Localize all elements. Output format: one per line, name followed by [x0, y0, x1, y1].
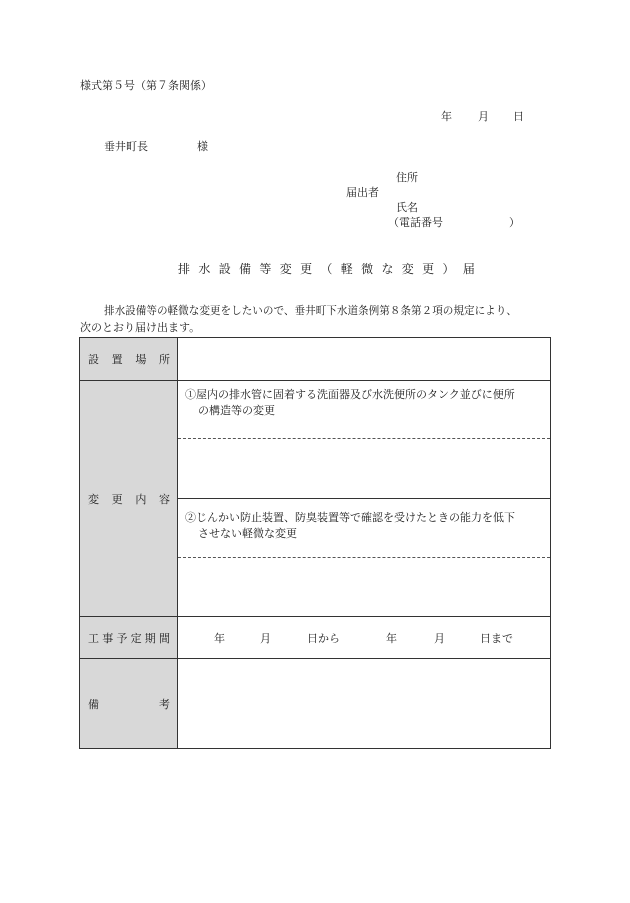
remarks-row	[80, 659, 551, 749]
period-label	[80, 617, 177, 658]
period-month-end: 月	[434, 631, 445, 645]
title-char: ）	[442, 262, 455, 276]
title-char: 水	[198, 262, 211, 276]
remarks-label	[80, 659, 177, 748]
remarks-input-cell[interactable]	[178, 659, 551, 749]
intro-line-2: 次のとおり届け出ます。	[80, 321, 201, 334]
change-row	[80, 381, 551, 617]
change-label	[80, 381, 177, 616]
period-year-end: 年	[386, 631, 397, 645]
date-month-label: 月	[478, 110, 489, 123]
date-year-label: 年	[441, 110, 452, 123]
remarks-label-cell	[80, 659, 178, 749]
item1-text-section	[178, 381, 550, 439]
item1-line-2: の構造等の変更	[198, 404, 275, 417]
item2-line-2: させない軽微な変更	[198, 527, 297, 540]
location-row	[80, 338, 551, 381]
notifier-label: 届出者	[346, 186, 379, 199]
date-day-label: 日	[513, 110, 524, 123]
item2-text-section	[178, 499, 550, 558]
name-label: 氏名	[396, 201, 418, 214]
label-char: 更	[111, 492, 123, 506]
location-label-cell	[80, 338, 178, 381]
label-char: 考	[159, 697, 170, 711]
period-label-cell	[80, 617, 178, 659]
location-label	[80, 338, 177, 380]
title-char: 変	[279, 262, 292, 276]
intro-line-1: 排水設備等の軽微な変更をしたいので、垂井町下水道条例第８条第２項の規定により、	[104, 305, 517, 317]
title-char: 軽	[340, 262, 353, 276]
label-char: 間	[158, 631, 170, 645]
title-char: 排	[178, 262, 191, 276]
address-label: 住所	[396, 171, 418, 184]
item2-line-1: ②じんかい防止装置、防臭装置等で確認を受けたときの能力を低下	[185, 511, 515, 524]
label-char: 所	[158, 353, 170, 366]
label-char: 期	[144, 631, 156, 645]
label-char: 工	[88, 631, 99, 645]
period-month-start: 月	[260, 631, 271, 645]
document-title	[178, 263, 475, 275]
phone-label: （電話番号	[388, 216, 443, 229]
label-char: 場	[135, 353, 147, 366]
change-label-cell	[80, 381, 178, 617]
title-char: 備	[239, 262, 252, 276]
form-number: 様式第５号（第７条関係）	[80, 79, 212, 92]
label-char: 定	[130, 631, 142, 645]
item1-text	[178, 381, 550, 419]
addressee: 垂井町長	[104, 140, 148, 153]
label-char: 置	[111, 353, 123, 366]
item2-text	[178, 499, 550, 542]
title-char: 微	[361, 262, 374, 276]
period-row	[80, 617, 551, 659]
label-char: 容	[158, 492, 170, 506]
period-fields	[178, 617, 550, 658]
item2-entry-area[interactable]	[178, 558, 550, 616]
period-day-from: 日から	[307, 631, 340, 645]
period-year-start: 年	[214, 631, 225, 645]
label-char: 予	[116, 631, 128, 645]
title-char: 変	[401, 262, 414, 276]
title-char: 届	[462, 262, 475, 276]
title-char: 更	[422, 262, 435, 276]
title-char: 等	[259, 262, 272, 276]
label-char: 内	[135, 492, 147, 506]
label-char: 設	[88, 353, 99, 366]
label-char: 変	[88, 492, 99, 506]
change-content-cell	[178, 381, 551, 617]
location-input-cell[interactable]	[178, 338, 551, 381]
addressee-suffix: 様	[197, 140, 208, 153]
item1-line-1: ①屋内の排水管に固着する洗面器及び水洗便所のタンク並びに便所	[185, 388, 515, 401]
title-char: な	[381, 262, 394, 276]
title-char: 設	[218, 262, 231, 276]
label-char: 事	[102, 631, 114, 645]
title-char: （	[320, 262, 333, 276]
form-table	[79, 337, 551, 749]
title-char: 更	[300, 262, 313, 276]
item1-entry-area[interactable]	[178, 439, 550, 499]
phone-close: ）	[509, 216, 520, 229]
period-input-cell[interactable]	[178, 617, 551, 659]
period-day-to: 日まで	[480, 631, 513, 645]
label-char: 備	[88, 697, 99, 711]
